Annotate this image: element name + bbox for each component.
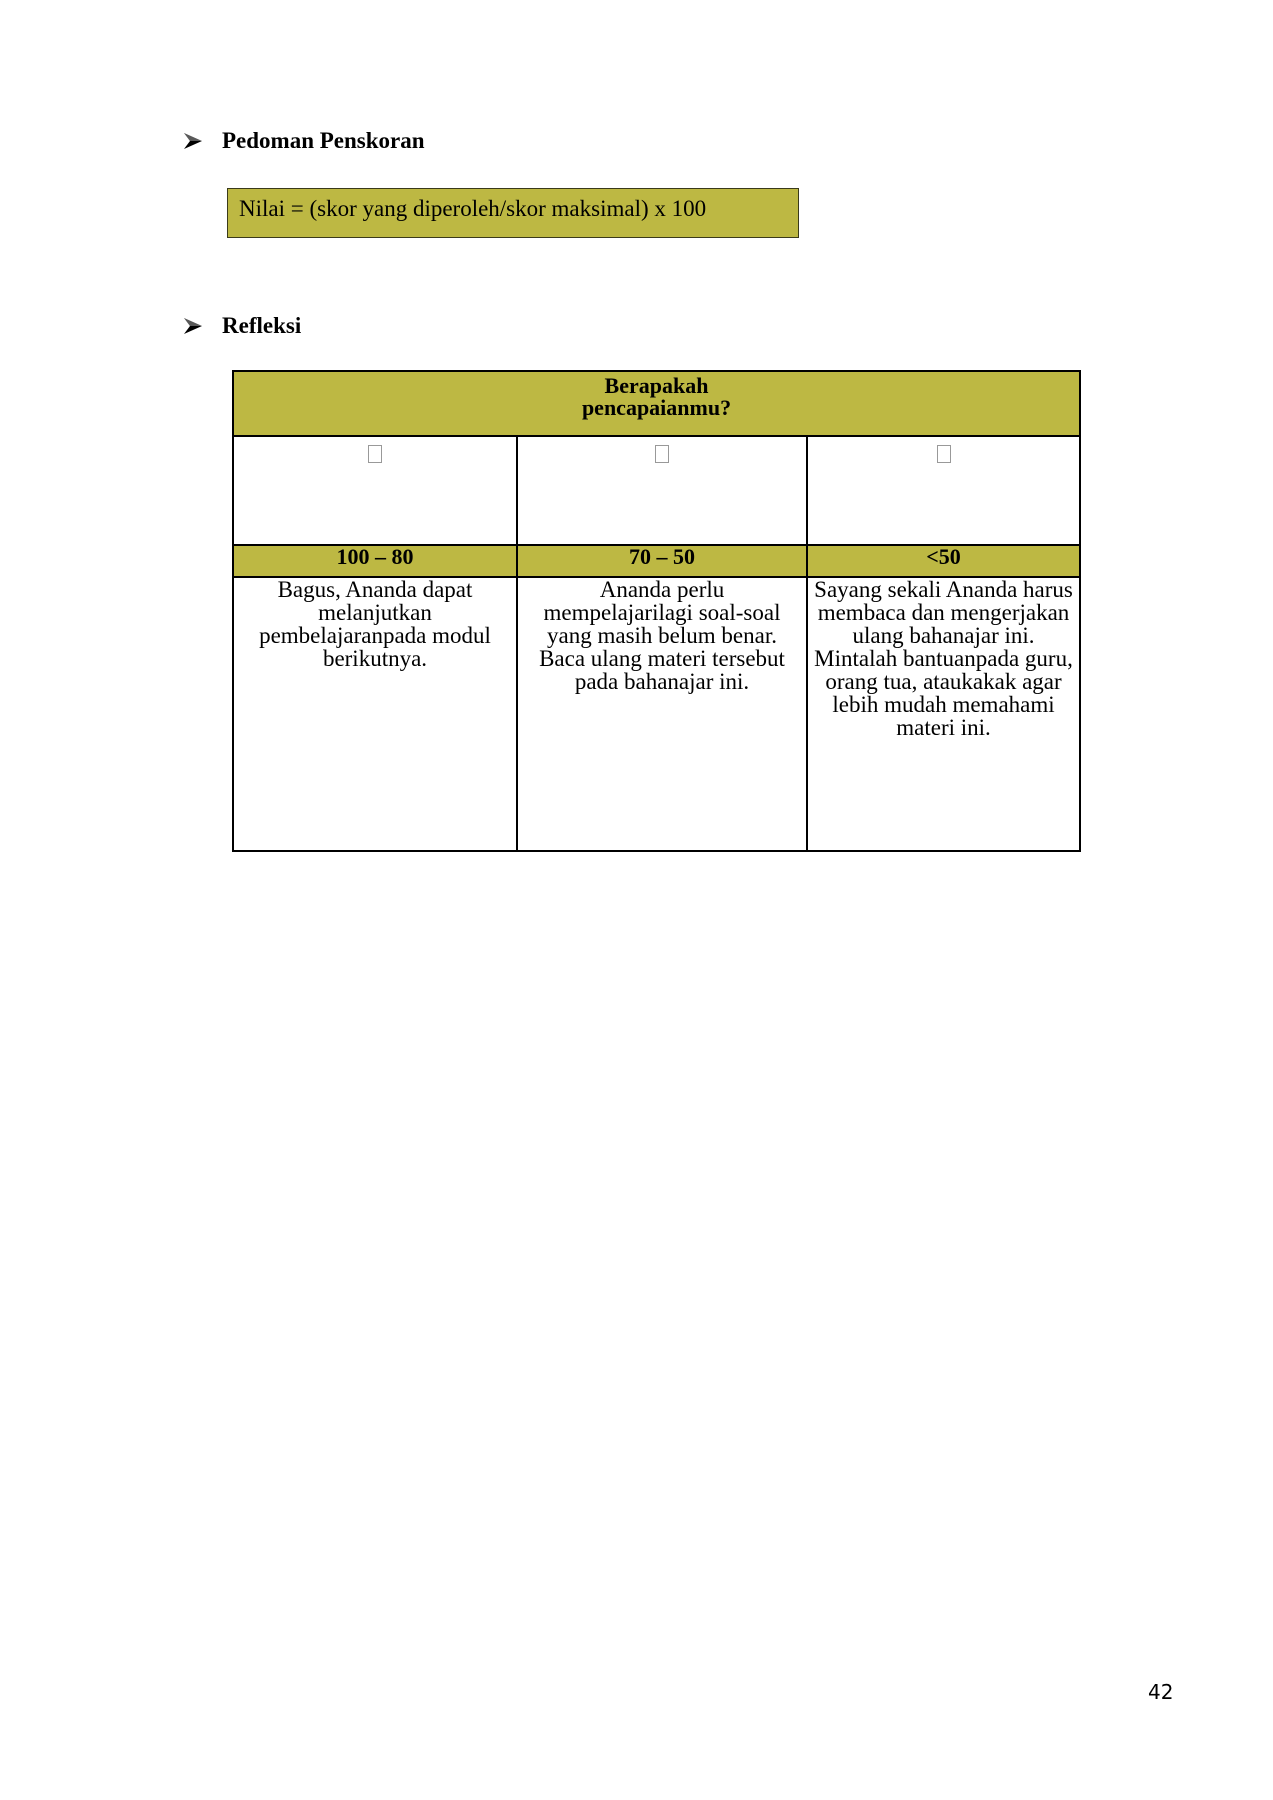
description-cell: Bagus, Ananda dapat melanjutkan pembelajaranpada modul berikutnya. [233, 577, 517, 851]
section-title: Refleksi [222, 313, 302, 338]
icon-cell [517, 436, 807, 545]
reflection-table [232, 370, 1081, 852]
arrow-bullet-icon [183, 132, 203, 150]
page-number: 42 [1148, 1680, 1174, 1704]
icon-cell [233, 436, 517, 545]
table-title-cell [233, 371, 1080, 436]
missing-glyph-icon [937, 445, 951, 463]
table-title-line: Berapakah [604, 373, 709, 398]
missing-glyph-icon [655, 445, 669, 463]
scoring-formula-box [227, 188, 799, 238]
icon-row [233, 436, 1080, 545]
description-cell: Ananda perlu mempelajarilagi soal-soal yang masih belum benar. Baca ulang materi tersebut pada bahanajar ini. [517, 577, 807, 851]
arrow-bullet-icon [183, 317, 203, 335]
description-row [233, 577, 1080, 851]
table-title-line: pencapaianmu? [581, 395, 732, 420]
score-range-row [233, 545, 1080, 577]
score-range-cell: 70 – 50 [517, 545, 807, 577]
score-range-cell: 100 – 80 [233, 545, 517, 577]
section-heading-pedoman [183, 128, 425, 154]
score-range-cell: <50 [807, 545, 1080, 577]
section-title: Pedoman Penskoran [222, 128, 425, 153]
scoring-formula: Nilai = (skor yang diperoleh/skor maksimal) x 100 [239, 196, 707, 221]
description-cell: Sayang sekali Ananda harus membaca dan mengerjakan ulang bahanajar ini. Mintalah bantuanpada guru, orang tua, ataukakak agar lebih mudah memahami materi ini. [807, 577, 1080, 851]
missing-glyph-icon [368, 445, 382, 463]
section-heading-refleksi [183, 313, 301, 339]
table-header-row [233, 371, 1080, 436]
icon-cell [807, 436, 1080, 545]
